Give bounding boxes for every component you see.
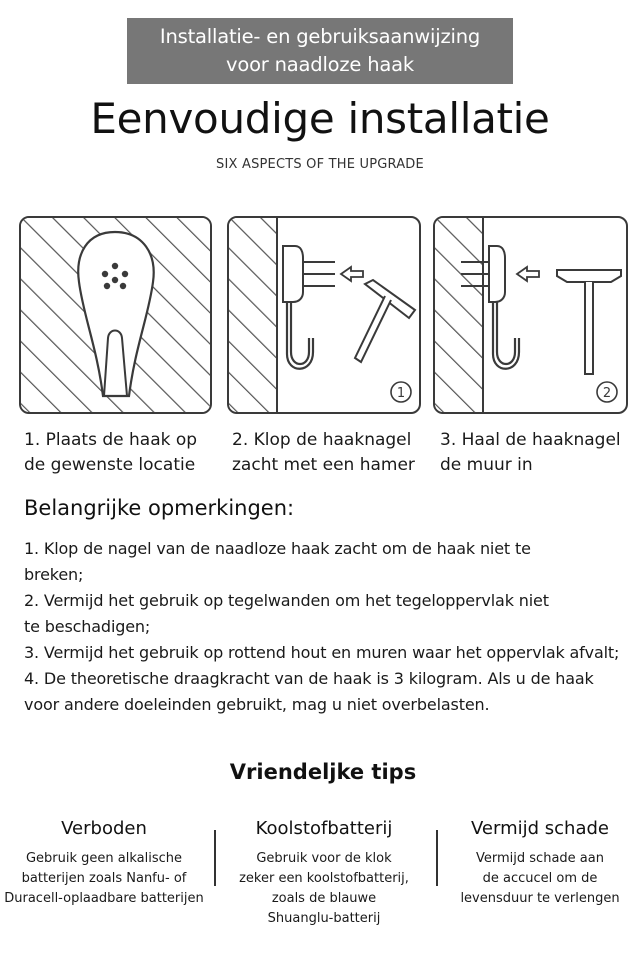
tip-line: zoals de blauwe: [271, 891, 377, 906]
step-3-caption: [440, 428, 636, 478]
note-line: 1. Klop de nagel van de naadloze haak zacht om de haak niet te: [24, 539, 531, 558]
tip-forbidden: [0, 818, 208, 909]
hook-side-icon: [489, 246, 519, 369]
note-line: 2. Vermijd het gebruik op tegelwanden om het tegeloppervlak niet: [24, 591, 549, 610]
hammer-icon: [557, 270, 621, 374]
note-line: 3. Vermijd het gebruik op rottend hout en muren waar het oppervlak afvalt;: [24, 643, 620, 662]
step-caption-line: 1. Plaats de haak op: [24, 430, 198, 450]
tip-line: Gebruik voor de klok: [256, 851, 392, 866]
tip-line: Shuanglu-batterij: [267, 911, 381, 926]
step-caption-line: 2. Klop de haaknagel: [232, 430, 412, 450]
tip-avoid-damage: [440, 818, 640, 909]
tip-line: de accucel om de: [482, 871, 598, 886]
tips-heading: Vriendeljke tips: [229, 760, 417, 784]
step-1-illustration: [19, 216, 212, 414]
tip-body: [440, 849, 640, 909]
step-1-caption: [24, 428, 214, 478]
tip-divider: [436, 830, 438, 886]
tip-line: Gebruik geen alkalische: [25, 851, 183, 866]
tip-title: Vermijd schade: [471, 818, 609, 839]
step-caption-line: 3. Haal de haaknagel: [440, 430, 621, 450]
note-line: voor andere doeleinden gebruikt, mag u niet overbelasten.: [24, 695, 490, 714]
nail-icon: [303, 262, 335, 286]
tip-body: [0, 849, 208, 909]
step-3-illustration: [433, 216, 628, 414]
hammer-icon: [355, 280, 415, 362]
tip-line: levensduur te verlengen: [460, 891, 620, 906]
tip-carbon-battery: [220, 818, 428, 929]
tip-divider: [214, 830, 216, 886]
hook-front-icon: [21, 218, 210, 412]
tip-body: [220, 849, 428, 929]
step-caption-line: de muur in: [440, 455, 533, 475]
banner-line-1: Installatie- en gebruiksaanwijzing: [159, 25, 481, 48]
arrow-left-icon: [517, 267, 539, 281]
step-2-caption: [232, 428, 432, 478]
tip-title: Koolstofbatterij: [255, 818, 393, 839]
tip-line: batterijen zoals Nanfu- of: [21, 871, 187, 886]
step-caption-line: zacht met een hamer: [232, 455, 415, 475]
note-line: breken;: [24, 565, 84, 584]
banner-line-2: voor naadloze haak: [226, 53, 414, 76]
tip-line: Duracell-oplaadbare batterijen: [4, 891, 204, 906]
step-badge-number: 2: [602, 386, 612, 401]
page-subtitle: SIX ASPECTS OF THE UPGRADE: [216, 157, 424, 172]
note-line: te beschadigen;: [24, 617, 151, 636]
tip-title: Verboden: [61, 818, 147, 839]
step-2-illustration: [227, 216, 421, 414]
title-banner: [127, 18, 513, 84]
hook-side-icon: [283, 246, 313, 369]
tip-line: zeker een koolstofbatterij,: [239, 871, 409, 886]
notes-heading: Belangrijke opmerkingen:: [24, 496, 295, 520]
arrow-left-icon: [341, 267, 363, 281]
step-badge-number: 1: [396, 386, 406, 401]
step-caption-line: de gewenste locatie: [24, 455, 196, 475]
note-line: 4. De theoretische draagkracht van de haak is 3 kilogram. Als u de haak: [24, 669, 594, 688]
page-title: Eenvoudige installatie: [90, 94, 550, 143]
notes-list: [24, 536, 636, 718]
tip-line: Vermijd schade aan: [476, 851, 604, 866]
